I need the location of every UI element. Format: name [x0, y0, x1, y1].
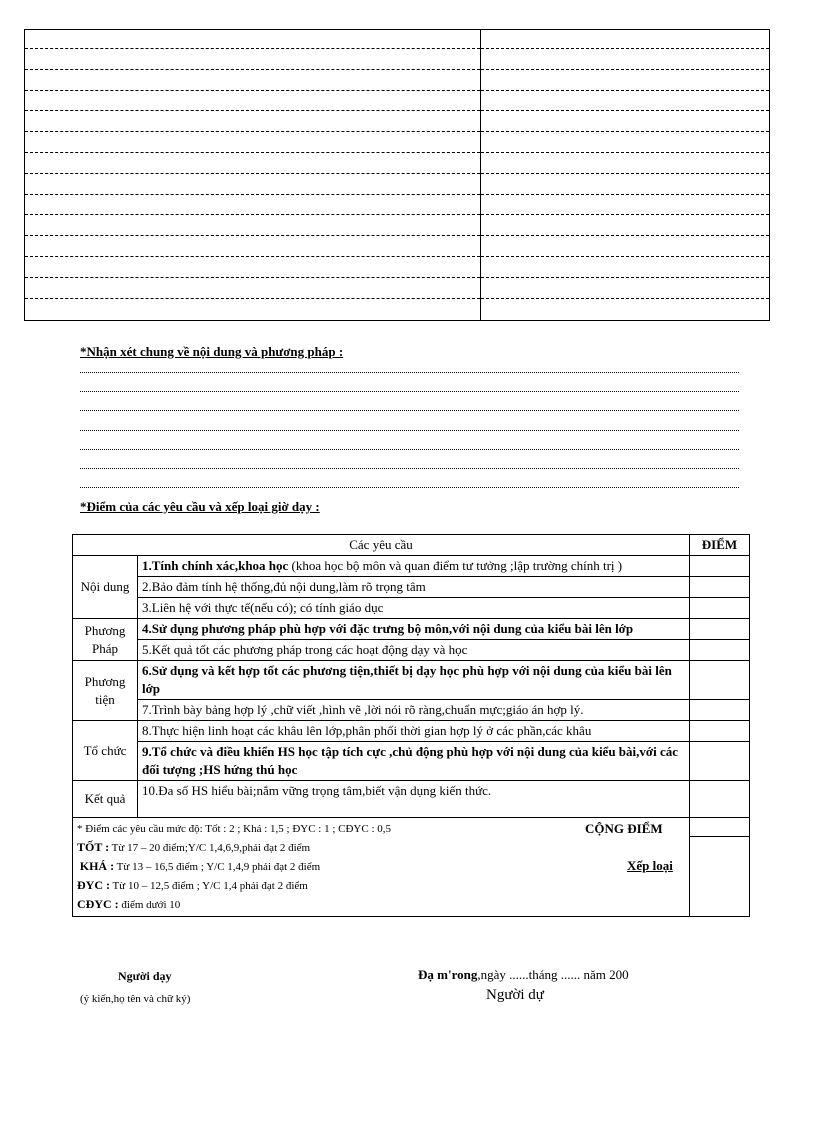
group-phuong-phap: Phương Pháp	[73, 619, 138, 661]
group-to-chuc: Tổ chức	[73, 721, 138, 781]
evaluation-table	[72, 534, 750, 917]
item-2: 2.Bảo đảm tính hệ thống,đủ nội dung,làm rõ trọng tâm	[138, 577, 690, 598]
notes-column-left	[25, 30, 481, 320]
dotted-line	[80, 391, 739, 392]
dotted-line	[80, 410, 739, 411]
group-ket-qua: Kết quả	[73, 781, 138, 818]
item-6: 6.Sử dụng và kết hợp tốt các phương tiện,thiết bị dạy học phù hợp với nội dung của kiểu bài lên lớp	[138, 661, 690, 700]
dashed-line	[481, 131, 769, 132]
legend	[73, 818, 690, 917]
legend-line-1	[77, 820, 685, 838]
score-cell[interactable]	[690, 721, 750, 742]
item-1-title: 1.Tính chính xác,khoa học	[142, 558, 289, 573]
score-cell[interactable]	[690, 556, 750, 577]
dashed-line	[481, 69, 769, 70]
score-cell[interactable]	[690, 577, 750, 598]
item-8: 8.Thực hiện linh hoạt các khâu lên lớp,phân phối thời gian hợp lý ở các phần,các khâu	[138, 721, 690, 742]
dashed-line	[25, 48, 480, 49]
dashed-line	[481, 110, 769, 111]
legend-levels: * Điểm các yêu cầu mức độ: Tốt : 2 ; Khá : 1,5 ; ĐYC : 1 ; CĐYC : 0,5	[77, 823, 392, 835]
score-cell[interactable]	[690, 640, 750, 661]
dashed-line	[481, 90, 769, 91]
dotted-line	[80, 487, 739, 488]
item-4: 4.Sử dụng phương pháp phù hợp với đặc trưng bộ môn,với nội dung của kiểu bài lên lớp	[138, 619, 690, 640]
dashed-line	[481, 152, 769, 153]
total-score-cell[interactable]	[690, 818, 750, 917]
dashed-line	[25, 235, 480, 236]
dotted-line	[80, 430, 739, 431]
dashed-line	[481, 298, 769, 299]
score-cell[interactable]	[690, 700, 750, 721]
legend-cdyc	[77, 895, 685, 914]
dashed-line	[25, 173, 480, 174]
dotted-line	[80, 372, 739, 373]
date-rest: ,ngày ......tháng ...... năm 200	[477, 967, 629, 982]
item-9: 9.Tổ chức và điều khiển HS học tập tích cực ,chủ động phù hợp với nội dung của kiểu bài,với các đối tượng ;HS hứng thú học	[138, 742, 690, 781]
group-noi-dung: Nội dung	[73, 556, 138, 619]
dashed-line	[481, 256, 769, 257]
group-phuong-tien: Phương tiện	[73, 661, 138, 721]
dashed-line	[481, 48, 769, 49]
score-cell[interactable]	[690, 742, 750, 781]
dashed-line	[25, 152, 480, 153]
legend-dyc-label: ĐYC :	[77, 878, 110, 892]
total-score-label: CỘNG ĐIỂM	[585, 821, 663, 836]
notes-table	[24, 29, 770, 321]
score-cell[interactable]	[690, 661, 750, 700]
score-cell[interactable]	[690, 619, 750, 640]
observer-label: Người dự	[486, 987, 544, 1003]
date-place: Đạ m'rong	[418, 967, 478, 982]
legend-kha-text: Từ 13 – 16,5 điểm ; Y/C 1,4,9 phải đạt 2 điểm	[114, 861, 321, 873]
dashed-line	[25, 194, 480, 195]
dotted-line	[80, 449, 739, 450]
dashed-line	[481, 194, 769, 195]
legend-tot-text: Từ 17 – 20 điểm;Y/C 1,4,6,9,phải đạt 2 điểm	[109, 842, 311, 854]
dashed-line	[481, 277, 769, 278]
classification-label: Xếp loại	[627, 858, 673, 873]
score-cell[interactable]	[690, 781, 750, 818]
item-1	[138, 556, 690, 577]
dashed-line	[25, 298, 480, 299]
dashed-line	[25, 90, 480, 91]
dashed-line	[25, 131, 480, 132]
item-7: 7.Trình bày bảng hợp lý ,chữ viết ,hình vẽ ,lời nói rõ ràng,chuẩn mực;giáo án hợp lý.	[138, 700, 690, 721]
score-heading: *Điểm của các yêu cầu và xếp loại giờ dạy :	[80, 499, 320, 514]
dashed-line	[481, 173, 769, 174]
legend-dyc-text: Từ 10 – 12,5 điểm ; Y/C 1,4 phải đạt 2 điểm	[110, 880, 308, 892]
legend-dyc	[77, 876, 685, 895]
legend-tot	[77, 838, 685, 857]
score-cell[interactable]	[690, 598, 750, 619]
dotted-line	[80, 468, 739, 469]
dashed-line	[25, 214, 480, 215]
dashed-line	[25, 277, 480, 278]
notes-column-right	[481, 30, 769, 320]
item-5: 5.Kết quả tốt các phương pháp trong các hoạt động dạy và học	[138, 640, 690, 661]
header-requirements: Các yêu cầu	[73, 535, 690, 556]
date-line	[418, 967, 629, 983]
legend-kha-label: KHÁ :	[79, 859, 115, 873]
teacher-note: (ý kiến,họ tên và chữ ký)	[80, 993, 191, 1005]
dashed-line	[25, 69, 480, 70]
teacher-label: Người dạy	[118, 969, 172, 983]
legend-kha	[77, 857, 685, 876]
total-score-value[interactable]	[690, 818, 749, 837]
dashed-line	[481, 214, 769, 215]
item-1-detail: (khoa học bộ môn và quan điểm tư tưởng ;lập trường chính trị )	[288, 558, 623, 573]
legend-cdyc-text: điểm dưới 10	[118, 899, 181, 911]
dashed-line	[25, 256, 480, 257]
dashed-line	[25, 110, 480, 111]
comment-heading: *Nhận xét chung về nội dung và phương pháp :	[80, 344, 344, 359]
item-3: 3.Liên hệ với thực tế(nếu có); có tính giáo dục	[138, 598, 690, 619]
header-score: ĐIỂM	[690, 535, 750, 556]
dashed-line	[481, 235, 769, 236]
legend-cdyc-label: CĐYC :	[77, 897, 119, 911]
legend-tot-label: TỐT :	[77, 840, 110, 854]
item-10: 10.Đa số HS hiểu bài;nắm vững trọng tâm,biết vận dụng kiến thức.	[138, 781, 690, 818]
